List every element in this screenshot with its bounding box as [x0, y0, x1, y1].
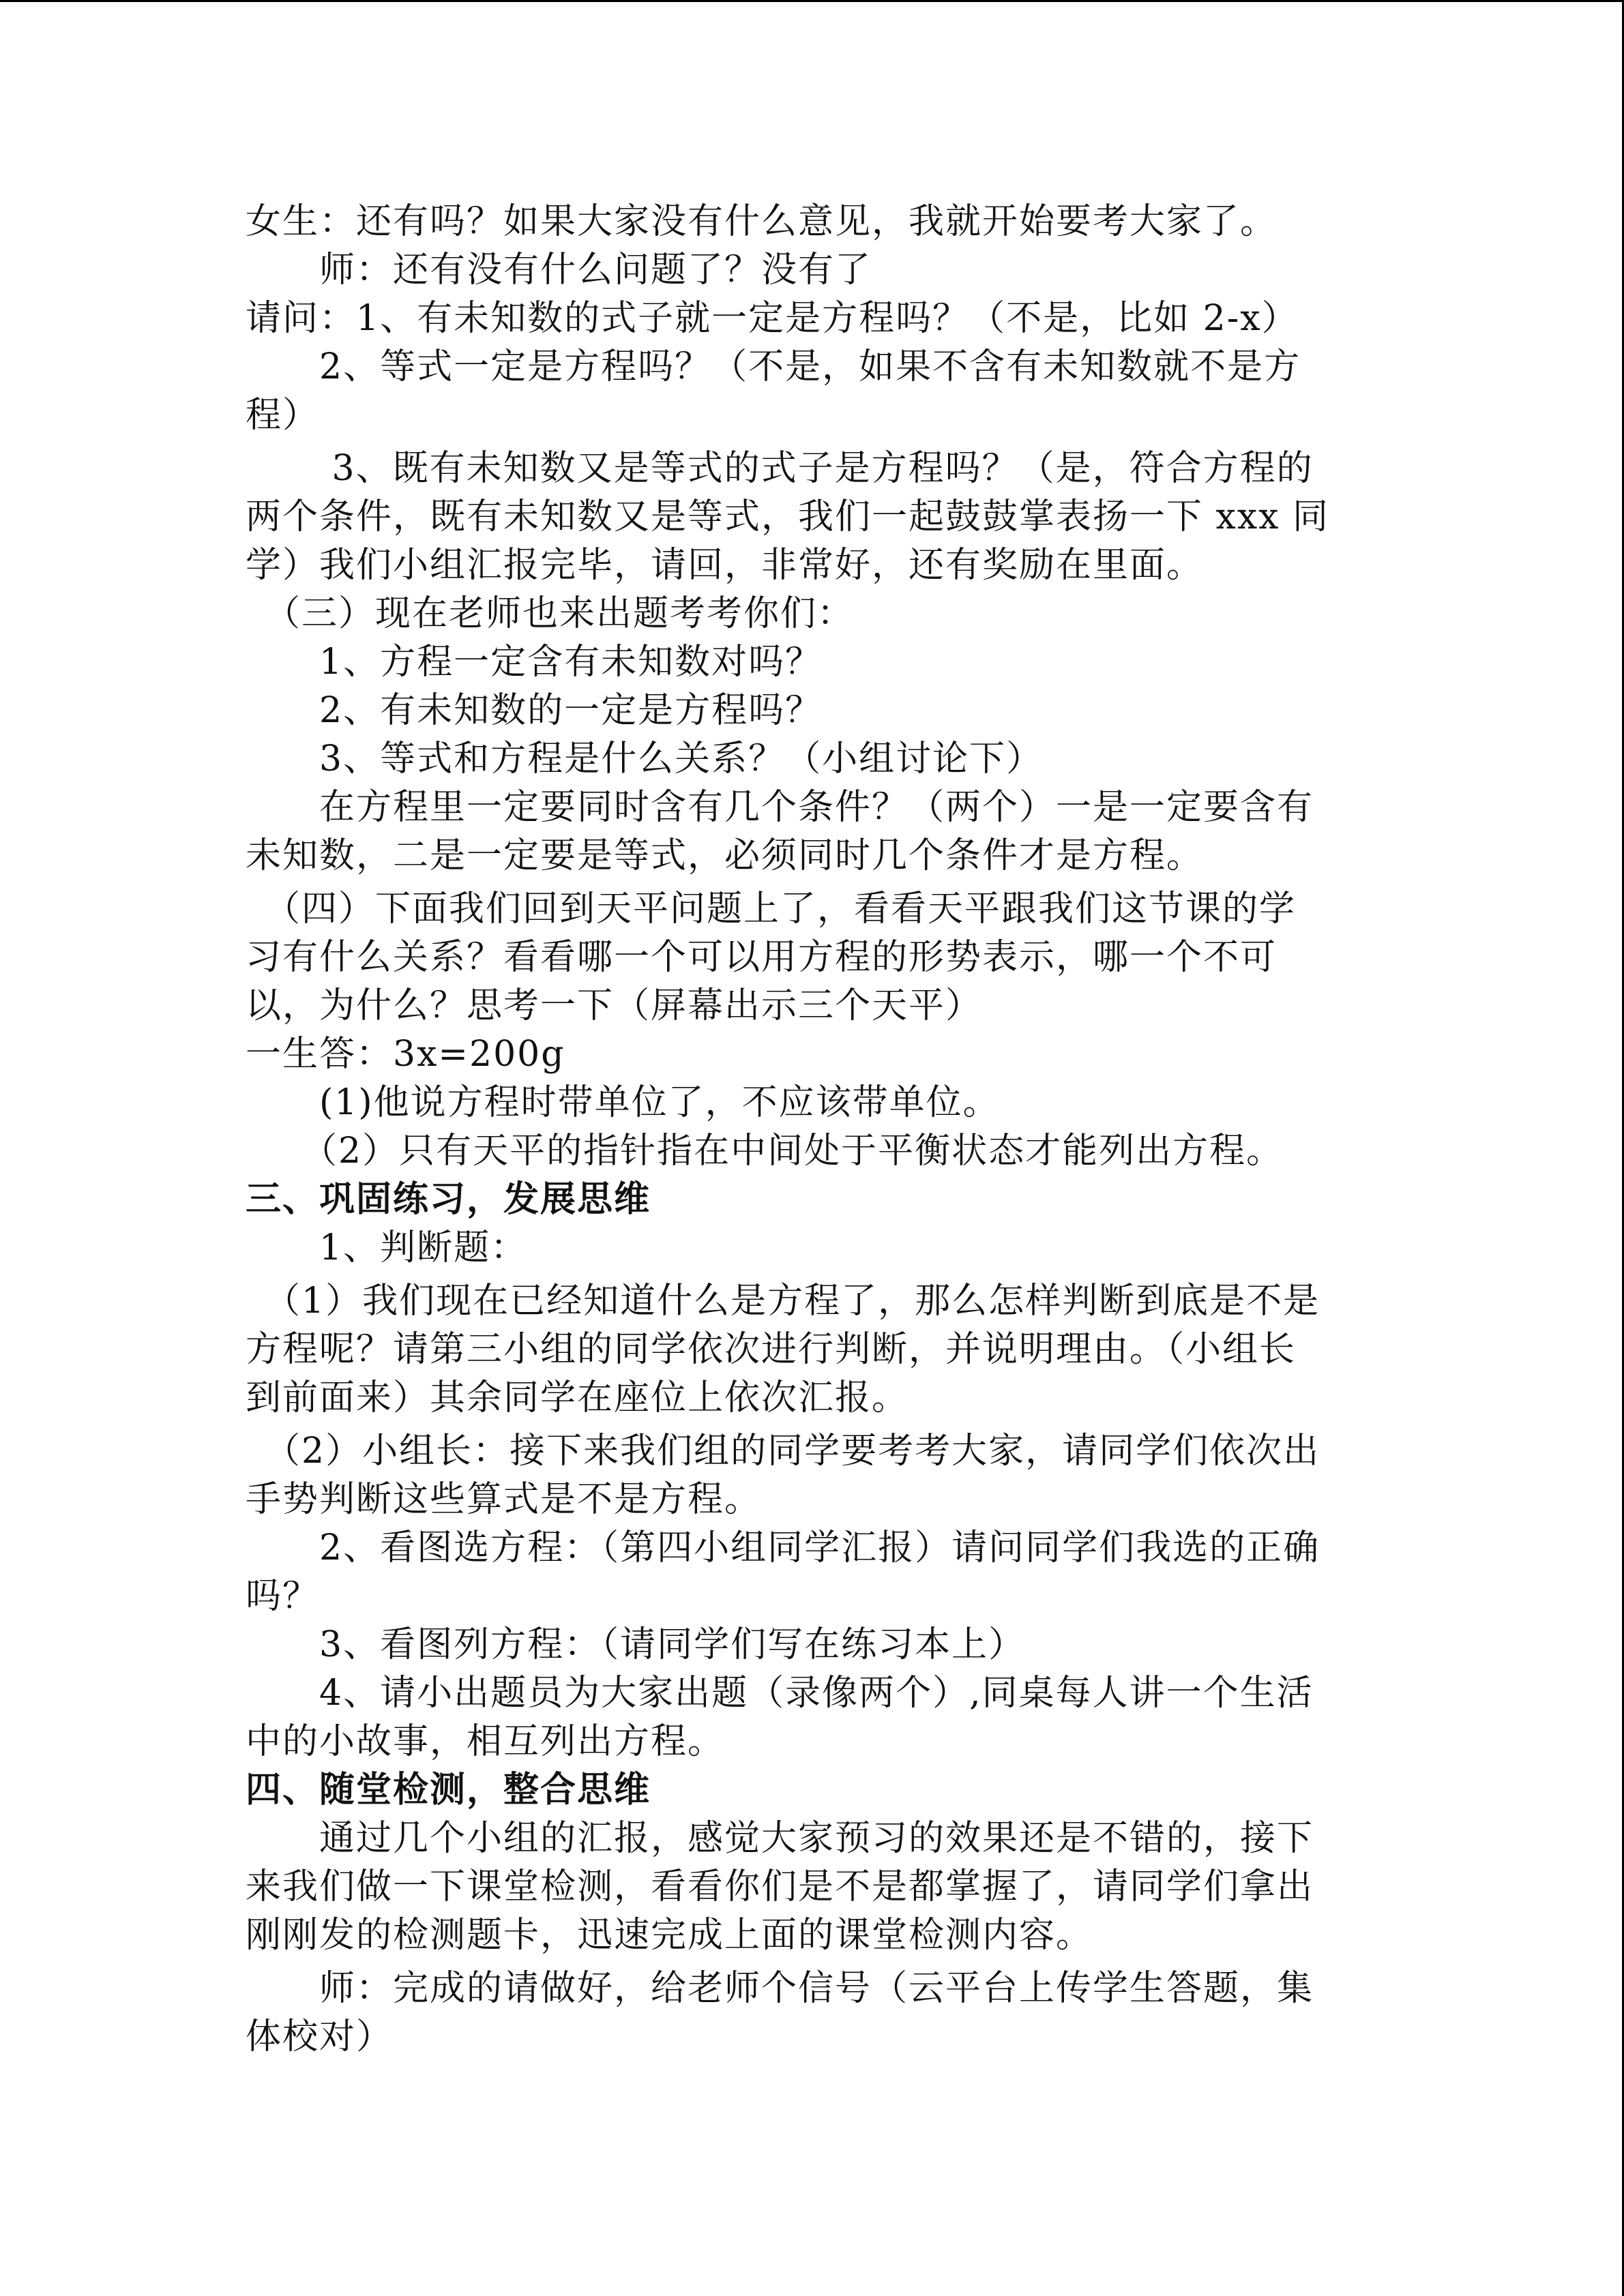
text-line: 中的小故事，相互列出方程。: [246, 1721, 725, 1762]
text-line: 3、既有未知数又是等式的式子是方程吗？（是，符合方程的: [246, 448, 1314, 489]
text-line: 2、看图选方程：（第四小组同学汇报）请问同学们我选的正确: [246, 1527, 1320, 1568]
text-line: 学）我们小组汇报完毕，请回，非常好，还有奖励在里面。: [246, 545, 1204, 586]
text-line: 到前面来）其余同学在座位上依次汇报。: [246, 1377, 909, 1418]
text-line: 未知数，二是一定要是等式，必须同时几个条件才是方程。: [246, 835, 1204, 876]
text-line: 1、判断题：: [246, 1227, 528, 1268]
text-line: 3、等式和方程是什么关系？（小组讨论下）: [246, 739, 1044, 779]
text-line: 3、看图列方程：（请同学们写在练习本上）: [246, 1624, 1026, 1665]
text-line: 在方程里一定要同时含有几个条件？（两个）一是一定要含有: [246, 787, 1314, 828]
text-line: 师：完成的请做好，给老师个信号（云平台上传学生答题，集: [246, 1968, 1314, 2009]
text-line: （2）小组长：接下来我们组的同学要考考大家，请同学们依次出: [246, 1431, 1320, 1472]
section-heading-4: （四）下面我们回到天平问题上了，看看天平跟我们这节课的学: [246, 889, 1297, 929]
text-line: 两个条件，既有未知数又是等式，我们一起鼓鼓掌表扬一下 xxx 同: [246, 496, 1330, 537]
text-line: 请问：1、有未知数的式子就一定是方程吗？（不是，比如 2-x）: [246, 298, 1299, 339]
text-line: 师：还有没有什么问题了？没有了: [246, 250, 872, 290]
text-line: 体校对）: [246, 2016, 394, 2057]
text-line: 2、有未知数的一定是方程吗？: [246, 690, 823, 731]
text-line: （2）只有天平的指针指在中间处于平衡状态才能列出方程。: [246, 1131, 1284, 1172]
text-line: 来我们做一下课堂检测，看看你们是不是都掌握了，请同学们拿出: [246, 1866, 1314, 1907]
text-line: 程）: [246, 395, 320, 436]
text-line: 习有什么关系？看看哪一个可以用方程的形势表示，哪一个不可: [246, 937, 1278, 978]
text-line: 手势判断这些算式是不是方程。: [246, 1479, 762, 1520]
text-line: (1)他说方程时带单位了，不应该带单位。: [246, 1082, 1000, 1123]
text-line: 2、等式一定是方程吗？（不是，如果不含有未知数就不是方: [246, 346, 1301, 387]
text-line: 以，为什么？思考一下（屏幕出示三个天平）: [246, 985, 983, 1026]
text-line: 一生答：3x=200g: [246, 1034, 565, 1075]
text-line: 通过几个小组的汇报，感觉大家预习的效果还是不错的，接下: [246, 1818, 1314, 1859]
heading-classroom-test: 四、随堂检测，整合思维: [246, 1770, 651, 1810]
text-line: 方程呢？请第三小组的同学依次进行判断，并说明理由。（小组长: [246, 1329, 1297, 1370]
text-line: 女生：还有吗？如果大家没有什么意见，我就开始要考大家了。: [246, 201, 1278, 242]
text-line: 4、请小出题员为大家出题（录像两个）,同桌每人讲一个生活: [246, 1673, 1314, 1714]
text-line: （1）我们现在已经知道什么是方程了，那么怎样判断到底是不是: [246, 1281, 1320, 1322]
heading-consolidation-practice: 三、巩固练习，发展思维: [246, 1179, 651, 1220]
text-line: 吗？: [246, 1576, 320, 1617]
section-heading-3: （三）现在老师也来出题考考你们：: [246, 593, 855, 634]
text-line: 刚刚发的检测题卡，迅速完成上面的课堂检测内容。: [246, 1915, 1093, 1956]
text-line: 1、方程一定含有未知数对吗？: [246, 642, 823, 683]
